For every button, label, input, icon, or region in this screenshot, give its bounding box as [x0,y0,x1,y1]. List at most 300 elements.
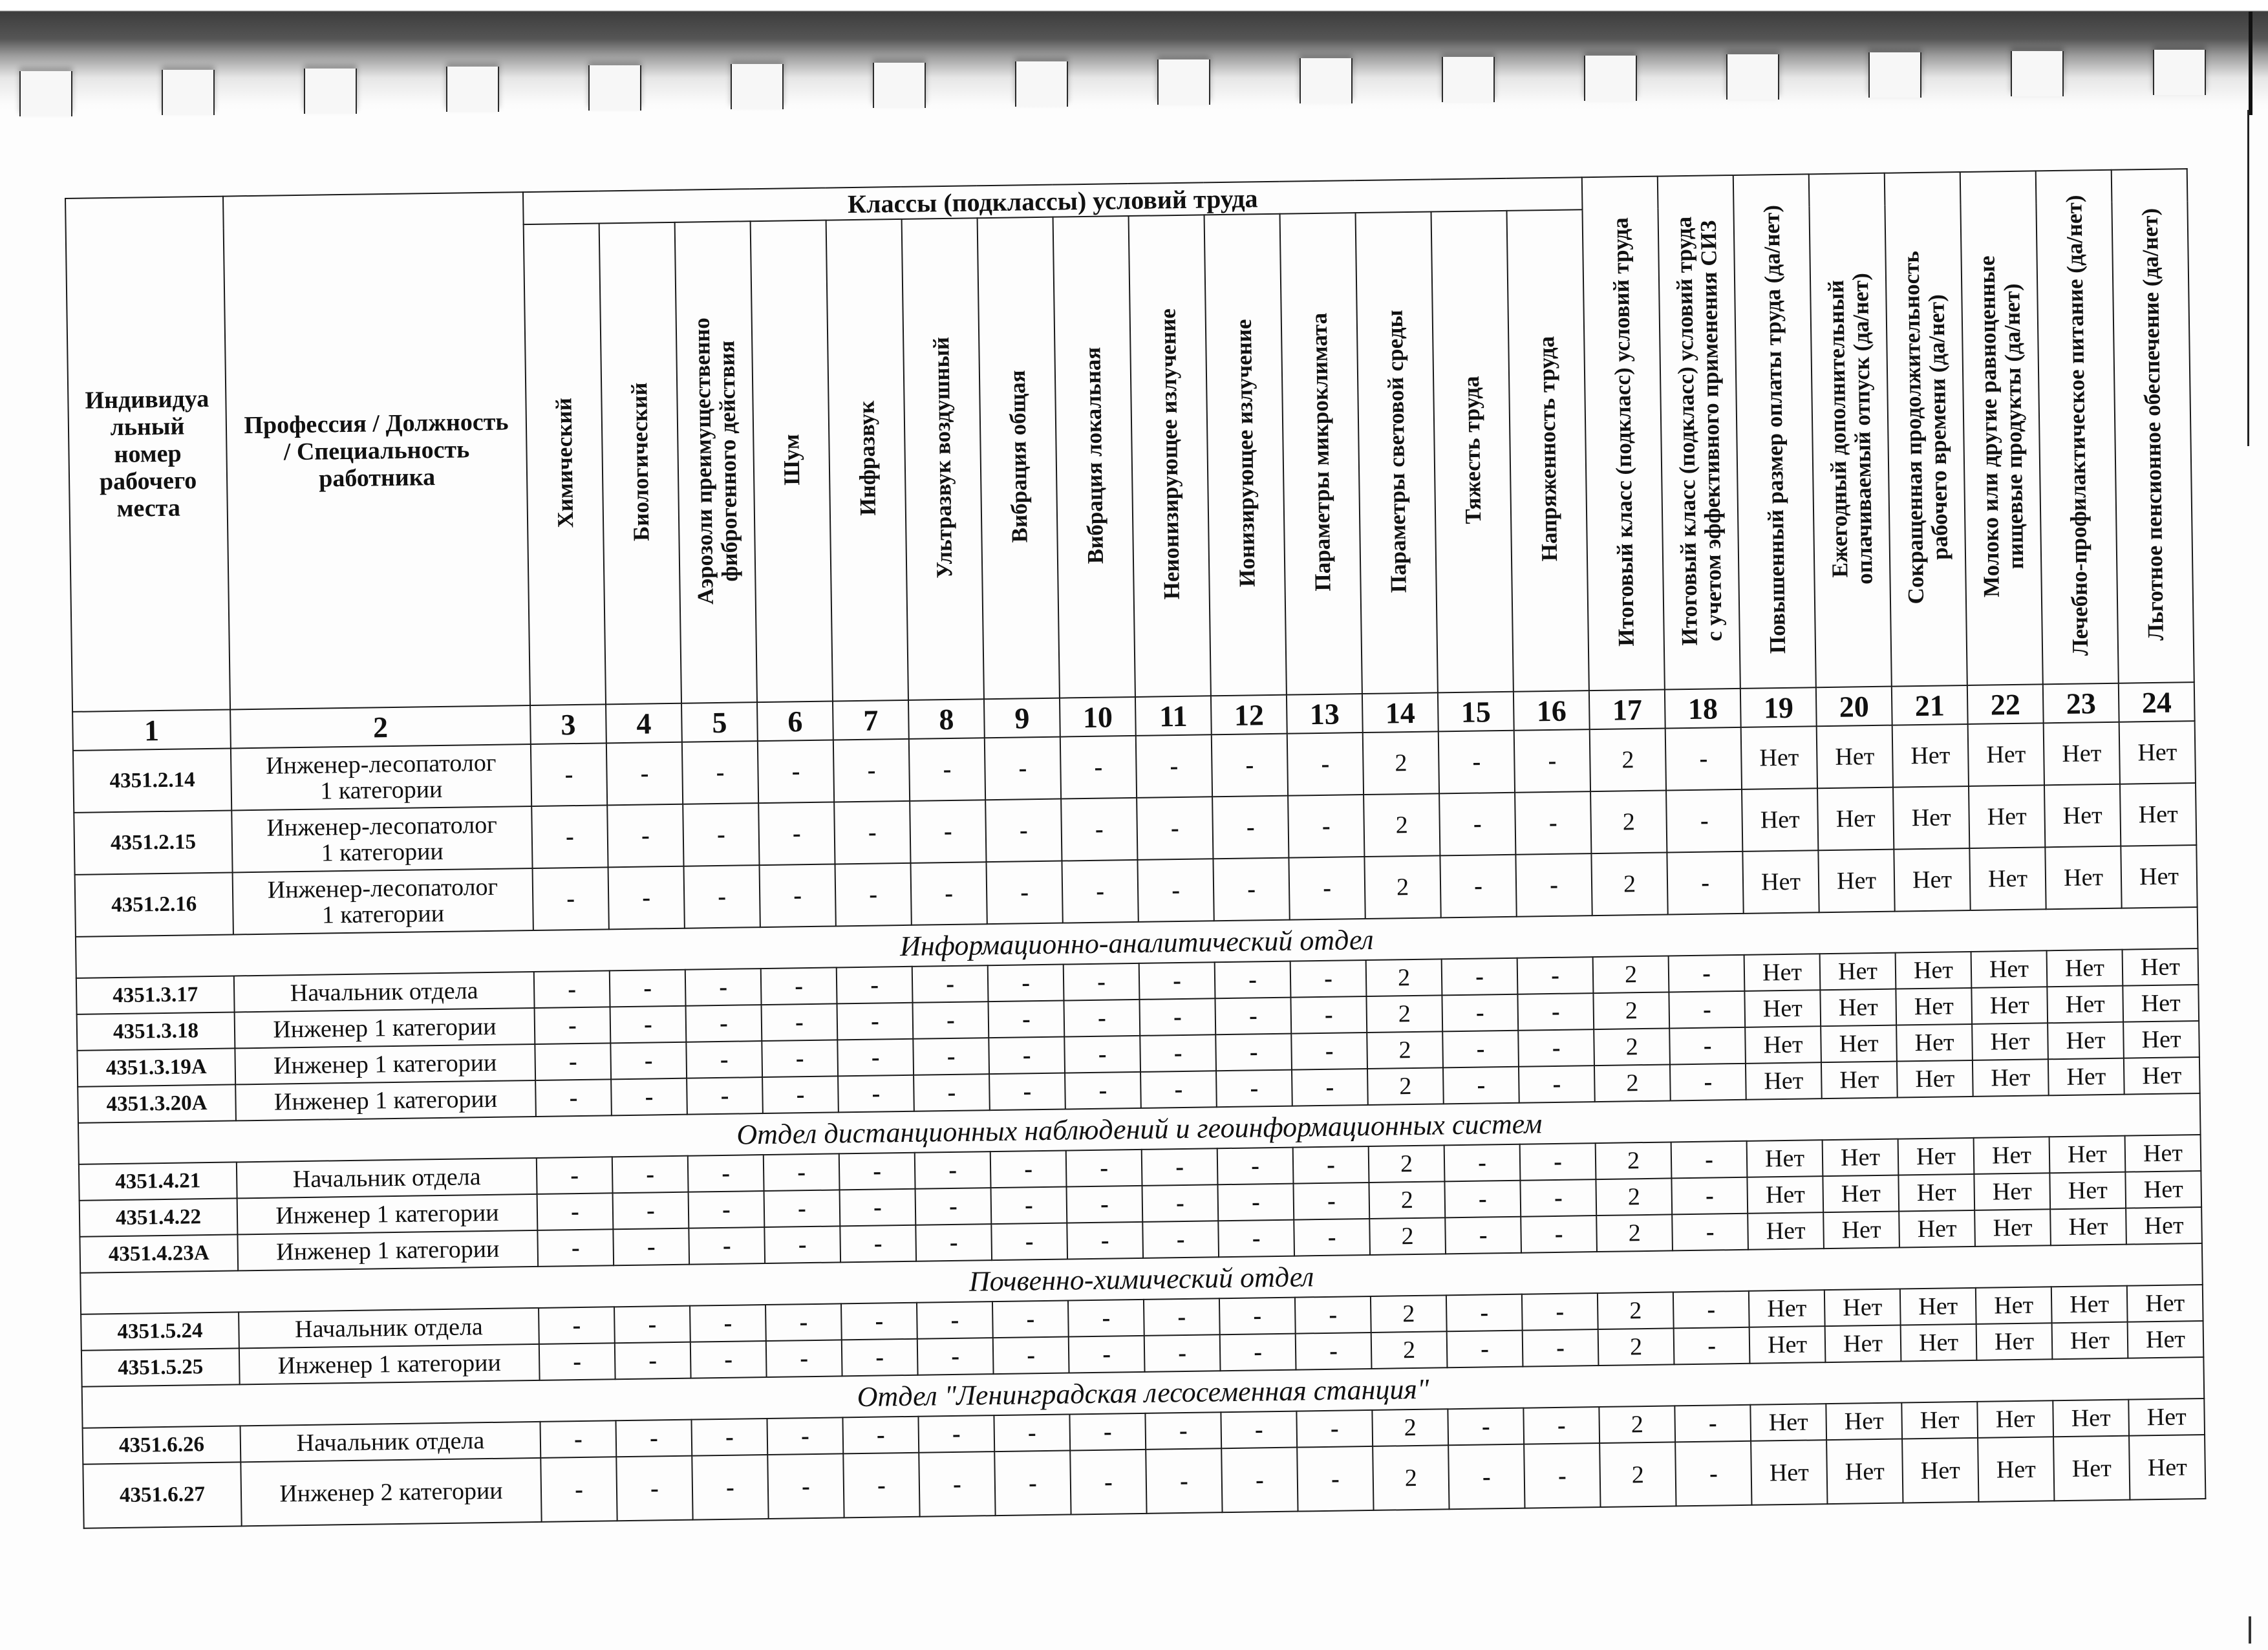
compensation-value: Нет [1821,1062,1898,1099]
factor-class-value: - [610,1042,687,1080]
compensation-value: Нет [2053,1400,2129,1437]
compensation-value: Нет [2123,1021,2199,1058]
factor-class-value: - [1445,1217,1521,1254]
column-number: 7 [833,700,909,740]
factor-class-value: 2 [1373,1445,1449,1510]
factor-class-value: - [918,1415,994,1453]
department-title: Почвенно-химический отдел [80,1243,2203,1314]
profession: Начальник отдела [234,972,535,1012]
factor-class-value: - [1523,1329,1599,1367]
factor-class-value: - [614,1306,690,1344]
factor-class-value: - [1212,796,1289,859]
column-number: 2 [230,705,531,748]
column-number: 14 [1362,692,1439,733]
header-text-line: Тяжесть труда [1458,376,1486,524]
factor-class-value: - [840,1189,916,1227]
header-text-line: работника [318,464,436,493]
factor-class-value: - [610,1006,687,1044]
factor-class-value: 2 [1366,995,1442,1033]
binder-hole [1868,52,1921,98]
factor-class-value: - [988,965,1064,1002]
header-text-line: Ионизирующее излучение [1230,319,1260,588]
factor-class-value: - [1215,961,1291,999]
compensation-value: Нет [1742,788,1818,852]
factor-class-value: - [764,1190,840,1227]
factor-class-value: - [841,1303,917,1340]
final-class-value: 2 [1593,992,1669,1029]
factor-class-value: - [531,743,607,806]
compensation-value: Нет [2124,1057,2200,1095]
factor-class-value: - [1220,1334,1296,1371]
factor-class-value: - [833,739,910,802]
factor-class-value: - [539,1343,615,1380]
binder-hole [2153,50,2206,95]
final-class-value: 2 [1594,1028,1670,1066]
header-factor [1129,215,1211,697]
factor-class-value: - [1219,1298,1296,1335]
header-text-line: Лечебно-профилактическое питание (да/нет) [2060,195,2093,656]
factor-class-value: - [837,1039,914,1077]
factor-class-value: - [842,1339,918,1377]
profession: Инженер 1 категории [237,1194,538,1234]
factor-class-value: - [1289,857,1365,920]
final-class-value: 2 [1594,1064,1671,1102]
final-class-value: - [1665,727,1742,791]
factor-class-value: - [615,1420,692,1457]
header-text-line: рабочего [99,467,197,496]
header-text-line: Шум [778,433,804,486]
factor-class-value: - [1287,733,1364,796]
column-number: 4 [606,703,682,744]
compensation-value: Нет [2129,1435,2205,1500]
factor-class-value: 2 [1369,1145,1445,1183]
compensation-value: Нет [1974,1173,2050,1210]
workplace-id: 4351.2.15 [74,810,232,874]
compensation-value: Нет [1746,1062,1822,1100]
header-outcome [1809,173,1892,688]
compensation-value: Нет [1973,1059,2049,1097]
column-number: 23 [2043,683,2119,723]
factor-class-value: - [1144,1298,1220,1336]
factor-class-value: - [915,1224,992,1261]
header-text-line: Молоко или другие равноценные [1974,255,2004,598]
binder-hole [1442,57,1495,102]
factor-class-value: - [1520,1179,1596,1217]
factor-class-value: - [1218,1220,1294,1258]
compensation-value: Нет [1969,785,2045,848]
factor-class-value: - [994,1414,1070,1452]
header-text-line: Льготное пенсионное обеспечение (да/нет) [2137,208,2168,641]
header-text-line: фиброгенного действия [713,339,742,582]
factor-class-value: - [766,1340,842,1377]
factor-class-value: - [758,802,835,865]
factor-class-value: - [692,1455,768,1520]
factor-class-value: - [691,1419,767,1456]
department-title: Отдел "Ленинградская лесосеменная станция" [82,1357,2205,1428]
factor-class-value: - [989,1037,1065,1075]
column-number: 22 [1967,684,2044,724]
profession: Инженер 1 категории [235,1044,535,1084]
factor-label [854,401,880,517]
factor-class-value: - [690,1341,767,1378]
compensation-value: Нет [1894,848,1970,912]
compensation-value: Нет [1896,952,1972,989]
final-class-value: - [1674,1405,1751,1442]
factor-class-value: - [767,1453,844,1519]
factor-class-value: - [1070,1450,1146,1515]
compensation-value: Нет [2047,986,2123,1023]
compensation-value: Нет [1826,1439,1903,1505]
column-number: 6 [757,701,833,741]
header-factor [1431,211,1514,693]
compensation-value: Нет [1896,988,1972,1025]
final-class-value: 2 [1598,1328,1674,1366]
factor-class-value: - [1067,1186,1143,1223]
header-text-line: Параметры световой среды [1382,309,1411,593]
factor-class-value: - [1146,1448,1222,1514]
factor-class-value: - [1215,1034,1292,1071]
compensation-value: Нет [1896,1024,1973,1062]
compensation-value: Нет [1971,987,2048,1024]
factor-class-value: - [613,1228,689,1266]
compensation-value: Нет [2049,1172,2126,1210]
factor-class-value: - [837,967,913,1004]
column-number: 16 [1514,691,1590,731]
compensation-value: Нет [1742,850,1819,914]
binder-hole [731,64,784,109]
compensation-value: Нет [2044,784,2121,848]
factor-label [1459,376,1486,524]
binder-hole [1157,59,1210,105]
factor-class-value: - [1514,729,1590,793]
factor-class-value: - [1296,1333,1372,1370]
factor-class-value: - [764,1226,840,1263]
factor-class-value: - [610,970,686,1007]
factor-class-value: - [913,1038,989,1075]
factor-class-value: - [613,1192,689,1230]
factor-class-value: - [917,1338,994,1375]
factor-class-value: - [989,1073,1065,1111]
factor-class-value: - [1448,1408,1524,1446]
page-edge [2249,12,2252,115]
compensation-value: Нет [1749,1326,1826,1364]
factor-class-value: - [1439,793,1515,856]
factor-class-value: - [1523,1407,1599,1444]
factor-class-value: - [913,1002,989,1039]
compensation-value: Нет [2123,985,2199,1022]
compensation-value: Нет [1750,1404,1826,1441]
column-number: 1 [72,710,231,751]
factor-class-value: - [843,1453,919,1518]
workplace-id: 4351.5.25 [81,1348,240,1386]
factor-class-value: - [992,1300,1069,1338]
compensation-value: Нет [2047,950,2123,987]
final-class-value: - [1672,1214,1748,1251]
binder-hole [1584,56,1637,101]
header-factor [1506,209,1589,692]
factor-class-value: - [616,1456,692,1521]
factor-class-value: - [1444,1181,1521,1218]
compensation-value: Нет [1749,1290,1825,1327]
factor-label [1231,319,1259,588]
factor-class-value: - [1292,1069,1368,1106]
column-number: 3 [530,704,606,744]
factor-class-value: 2 [1371,1295,1447,1333]
factor-class-value: - [686,1005,762,1042]
compensation-value: Нет [1974,1137,2050,1174]
workplace-id: 4351.5.24 [81,1312,239,1350]
header-factor [1280,213,1362,695]
factor-class-value: - [1519,1066,1595,1103]
compensation-value: Нет [2048,1058,2124,1096]
header-outcome [1960,171,2043,685]
compensation-value: Нет [1899,1210,1975,1248]
compensation-value: Нет [1821,1025,1897,1063]
factor-class-value: - [758,740,834,803]
workplace-id: 4351.4.23А [80,1234,238,1272]
final-class-value: - [1675,1441,1751,1506]
factor-label [1005,370,1032,542]
compensation-value: Нет [2127,1285,2203,1322]
factor-class-value: - [1213,858,1289,921]
header-text-line: Химический [550,397,578,528]
factor-class-value: - [1065,1072,1141,1109]
compensation-value: Нет [2125,1171,2201,1208]
factor-class-value: - [839,1153,915,1190]
header-text-line: места [116,494,181,522]
factor-label [1534,336,1562,562]
final-class-value: 2 [1596,1178,1673,1216]
factor-class-value: - [535,1007,611,1044]
header-text-line: с учетом эффективного применения СИЗ [1695,220,1727,641]
factor-class-value: - [1518,1029,1594,1067]
header-factor [1204,214,1287,696]
factor-class-value: - [1137,859,1214,922]
factor-class-value: - [991,1223,1067,1261]
compensation-value: Нет [1968,723,2044,786]
factor-class-value: - [1522,1293,1598,1331]
factor-class-value: - [685,969,762,1006]
factor-class-value: - [919,1452,995,1517]
compensation-value: Нет [1745,1026,1821,1064]
compensation-value: Нет [2050,1208,2126,1246]
factor-class-value: - [1290,960,1367,998]
factor-class-value: - [608,866,685,930]
workplace-id: 4351.2.16 [75,872,233,936]
factor-class-value: - [1515,853,1592,917]
final-class-value: 2 [1591,852,1667,916]
factor-class-value: - [537,1193,614,1230]
header-text-line: Биологический [626,382,654,542]
factor-class-value: - [684,865,760,928]
factor-class-value: - [1448,1444,1524,1510]
factor-class-value: - [1293,1146,1369,1184]
compensation-value: Нет [1978,1437,2054,1502]
profession: Инженер-лесопатолог 1 категории [231,806,532,872]
factor-class-value: - [761,967,837,1005]
factor-class-value: - [1064,963,1140,1001]
factor-class-value: - [688,1155,764,1192]
factor-class-value: - [1290,996,1367,1034]
factor-class-value: - [1217,1184,1294,1221]
final-class-value: 2 [1596,1142,1672,1179]
factor-class-value: - [914,1074,990,1111]
column-number: 13 [1287,694,1363,734]
compensation-value: Нет [2128,1321,2204,1358]
compensation-value: Нет [1747,1176,1823,1214]
factor-class-value: - [1215,998,1291,1035]
final-class-value: 2 [1599,1406,1675,1443]
factor-class-value: - [991,1187,1067,1225]
compensation-value: Нет [1823,1175,1899,1213]
factor-class-value: - [683,803,759,866]
factor-class-value: - [535,1079,612,1117]
outcome-label [2062,195,2093,656]
factor-class-value: 2 [1369,1181,1445,1219]
factor-label [929,337,957,579]
column-number: 10 [1060,697,1136,737]
factor-class-value: - [909,738,985,801]
factor-class-value: 2 [1364,855,1440,919]
compensation-value: Нет [1892,724,1969,788]
header-factor [524,223,606,705]
factor-label [551,398,578,528]
header-factor [1053,216,1135,698]
compensation-value: Нет [1902,1438,1978,1503]
factor-class-value: - [1442,994,1518,1032]
factor-class-value: 2 [1372,1409,1448,1446]
department-title: Отдел дистанционных наблюдений и геоинформационных систем [78,1093,2201,1164]
compensation-value: Нет [1976,1323,2053,1360]
header-text-line: Итоговый класс (подкласс) условий труда [1607,217,1639,647]
factor-class-value: - [762,1003,838,1041]
compensation-value: Нет [1901,1402,1978,1439]
factor-class-value: - [682,741,758,804]
compensation-value: Нет [2053,1436,2130,1501]
workplace-id: 4351.3.19А [77,1048,235,1086]
page-edge-mark [2249,1616,2251,1644]
final-class-value: - [1667,852,1743,915]
header-factor [826,219,908,702]
factor-class-value: - [537,1157,613,1194]
compensation-value: Нет [2052,1322,2128,1360]
factor-class-value: - [540,1420,617,1458]
compensation-value: Нет [1825,1325,1901,1363]
header-text-line: номер [114,440,182,468]
column-number: 21 [1892,685,1968,725]
final-class-value: - [1669,955,1745,992]
profession: Инженер-лесопатолог 1 категории [231,744,531,810]
compensation-value: Нет [1974,1209,2051,1247]
factor-label [689,317,742,605]
factor-class-value: - [910,862,987,925]
factor-class-value: - [1067,1222,1143,1259]
compensation-value: Нет [1897,1060,1973,1098]
binder-holes [0,45,2268,110]
header-factor [751,220,833,703]
binder-hole [19,71,72,116]
factor-class-value: - [534,970,610,1008]
factor-class-value: - [1139,962,1215,1000]
factor-class-value: - [1066,1150,1142,1187]
compensation-value: Нет [2044,722,2120,786]
binder-hole [1726,54,1779,100]
factor-class-value: - [1517,993,1594,1031]
factor-label [627,382,654,541]
header-text-line: льный [110,412,185,442]
header-factor [978,217,1060,700]
factor-class-value: - [1442,958,1518,996]
factor-class-value: - [1064,1036,1140,1073]
column-number: 15 [1438,692,1514,732]
header-text-line: Параметры микроклимата [1306,312,1336,592]
factor-class-value: - [912,965,989,1003]
compensation-value: Нет [1820,989,1896,1027]
compensation-value: Нет [1748,1212,1824,1250]
factor-class-value: - [1064,1000,1140,1037]
factor-class-value: - [1144,1334,1221,1372]
compensation-value: Нет [1820,953,1896,991]
profession: Инженер 2 категории [241,1458,541,1526]
column-number: 11 [1135,696,1212,736]
header-outcome [2112,169,2194,683]
factor-class-value: - [686,1041,762,1078]
final-class-value: - [1669,991,1745,1029]
compensation-value: Нет [1823,1139,1899,1177]
column-number: 18 [1665,689,1741,729]
outcome-label [1974,255,2028,597]
compensation-value: Нет [2048,1022,2124,1060]
factor-class-value: - [1217,1148,1294,1185]
factor-class-value: - [1140,1034,1216,1072]
page-edge [2247,110,2249,446]
final-class-value: - [1669,1027,1746,1065]
factor-class-value: - [842,1417,919,1454]
factor-class-value: - [1212,734,1288,797]
compensation-value: Нет [1744,990,1821,1027]
outcome-label [1823,273,1877,585]
factor-class-value: - [607,804,683,868]
compensation-value: Нет [1898,1138,1974,1175]
factor-class-value: - [689,1191,765,1228]
factor-class-value: - [1447,1331,1523,1368]
column-number: 8 [908,699,985,739]
header-text-line: Аэрозоли преимущественно [689,317,718,605]
header-text-line: оплачиваемый отпуск (да/нет) [1847,272,1878,584]
workplace-id: 4351.4.21 [79,1162,237,1200]
factor-class-value: - [765,1303,842,1341]
final-class-value: 2 [1590,729,1666,792]
factor-class-value: 2 [1369,1217,1446,1255]
profession: Инженер-лесопатолог 1 категории [233,868,533,934]
column-number: 12 [1211,695,1287,735]
workplace-id: 4351.6.26 [83,1426,241,1464]
factor-class-value: - [985,799,1062,862]
factor-label [1080,347,1108,564]
binder-hole [2011,51,2064,96]
compensation-value: Нет [2049,1136,2126,1173]
factor-class-value: - [1069,1413,1146,1451]
factor-class-value: - [1517,957,1594,994]
compensation-value: Нет [1898,1174,1974,1212]
header-text-line: Ультразвук воздушный [928,336,957,579]
workplace-id: 4351.3.20А [78,1084,236,1122]
factor-class-value: - [1521,1216,1597,1253]
factor-class-value: - [612,1156,689,1194]
factor-class-value: - [915,1152,991,1189]
profession: Инженер 1 категории [235,1008,535,1048]
factor-class-value: - [1291,1033,1367,1070]
